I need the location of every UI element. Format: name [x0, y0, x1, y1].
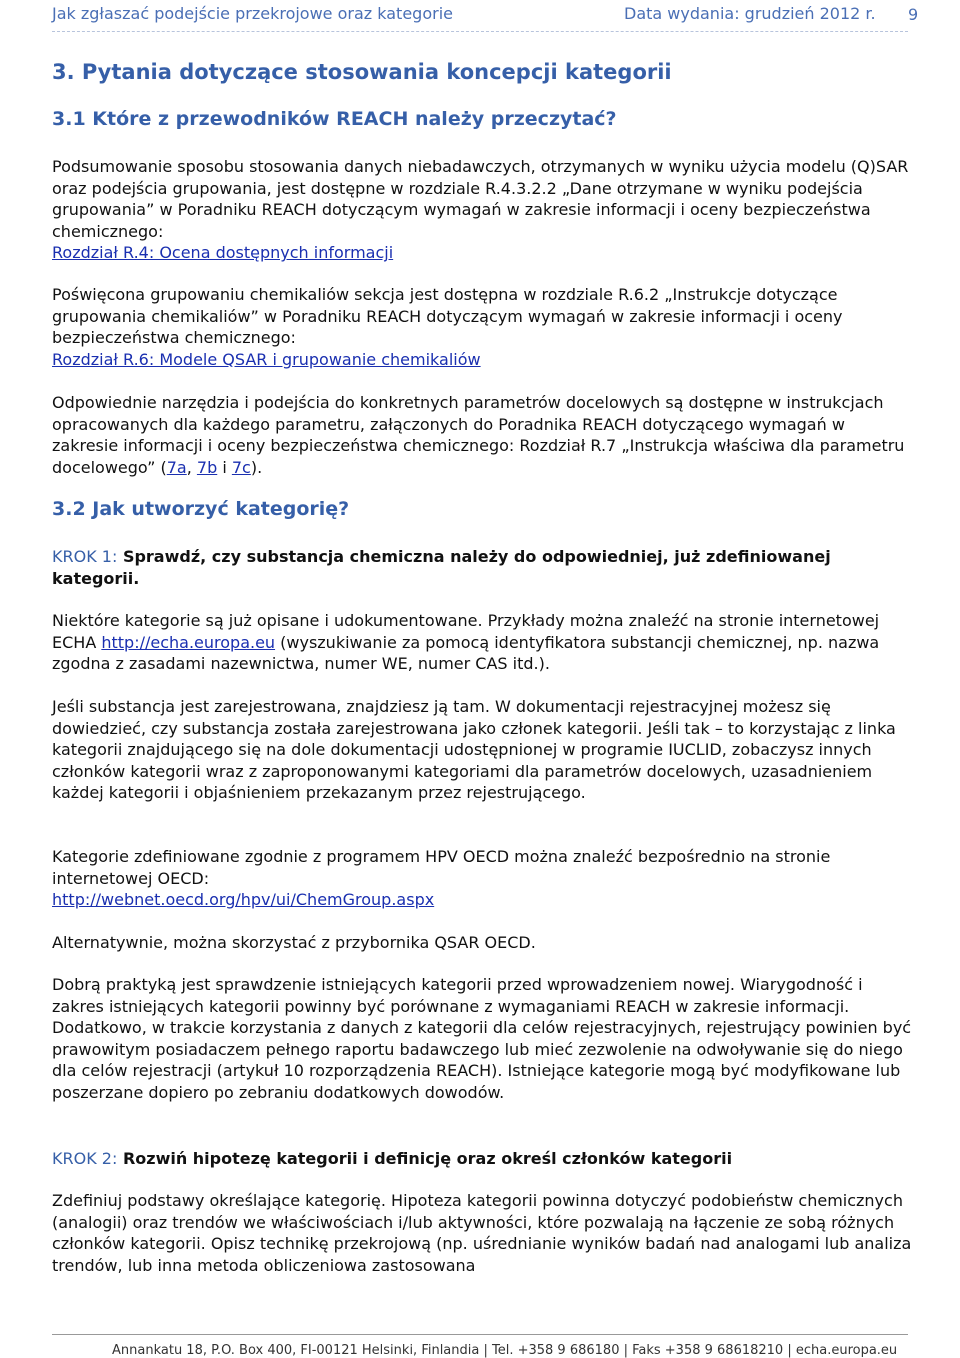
section-3-heading: 3. Pytania dotyczące stosowania koncepcji kategorii — [52, 60, 672, 84]
paragraph-text: Niektóre kategorie są już opisane i udokumentowane. Przykłady można znaleźć na stronie internetowej ECHA — [52, 611, 880, 652]
step-2-label: KROK 2: — [52, 1149, 118, 1168]
paragraph-text: Poświęcona grupowaniu chemikaliów sekcja jest dostępna w rozdziale R.6.2 „Instrukcje dotyczące grupowania chemikaliów” w Poradniku REACH dotyczącym wymagań w zakresie informacji i oceny bezpieczeństwa chemicznego: — [52, 285, 843, 348]
link-chapter-7c[interactable]: 7c — [231, 457, 251, 477]
paragraph-good-practice: Dobrą praktyką jest sprawdzenie istniejących kategorii przed wprowadzeniem nowej. Wiarygodność i zakres istniejących kategorii powinny być porównane z wymaganiami REACH w zakresie informacji. Dodatkowo, w trakcie korzystania z danych z kategorii dla celów rejestracyjnych, rejestrujący powinien być prawowitym posiadaczem pełnego raportu badawczego lub mieć zezwolenie na odwoływanie się do niego dla celów rejestracji (artykuł 10 rozporządzenia REACH). Istniejące kategorie mogą być modyfikowane lub poszerzane dopiero po zebraniu dodatkowych dowodów. — [52, 975, 912, 1102]
step-1-text: Sprawdź, czy substancja chemiczna należy do odpowiedniej, już zdefiniowanej kategorii. — [52, 547, 831, 588]
paragraph-existing-categories — [52, 610, 912, 675]
paragraph-text: Kategorie zdefiniowane zgodnie z programem HPV OECD można znaleźć bezpośrednio na stronie internetowej OECD: — [52, 847, 831, 888]
step-2-text: Rozwiń hipotezę kategorii i definicję oraz określ członków kategorii — [122, 1149, 733, 1168]
link-chapter-r4[interactable]: Rozdział R.4: Ocena dostępnych informacji — [52, 243, 394, 263]
step-1-label: KROK 1: — [52, 547, 118, 566]
separator-text: , — [186, 457, 197, 477]
paragraph-oecd-categories — [52, 846, 912, 911]
paragraph-qsar-toolbox: Alternatywnie, można skorzystać z przybornika QSAR OECD. — [52, 933, 536, 952]
paragraph-registered-substance: Jeśli substancja jest zarejestrowana, znajdziesz ją tam. W dokumentacji rejestracyjnej możesz się dowiedzieć, czy substancja została zarejestrowana jako członek kategorii. Jeśli tak – to korzystając z linka kategorii znajdującego się na dole dokumentacji udostępnionej w programie IUCLID, zobaczysz innych członków kategorii wraz z zaproponowanymi kategoriami dla parametrów docelowych, uzasadnieniem każdej kategorii i objaśnieniem przekazanym przez rejestrującego. — [52, 697, 896, 803]
separator-text: i — [217, 457, 232, 477]
header-page-number: 9 — [908, 5, 919, 24]
paragraph-text: Podsumowanie sposobu stosowania danych niebadawczych, otrzymanych w wyniku użycia modelu (Q)SAR oraz podejścia grupowania, jest dostępne w rozdziale R.4.3.2.2 „Dane otrzymane w wyniku podejścia grupowania” w Poradniku REACH dotyczącym wymagań w zakresie informacji i oceny bezpieczeństwa chemicznego: — [52, 157, 909, 241]
step-1 — [52, 546, 912, 589]
closing-text: ). — [250, 457, 263, 477]
step-2 — [52, 1148, 912, 1170]
paragraph-tools-approaches — [52, 392, 912, 478]
paragraph-text: Odpowiednie narzędzia i podejścia do konkretnych parametrów docelowych są dostępne w instrukcjach opracowanych dla każdego parametru, załączonych do Poradnika REACH dotyczącego wymagań w zakresie informacji i oceny bezpieczeństwa chemicznego: Rozdział R.7 „Instrukcja właściwa dla parametru docelowego” ( — [52, 393, 905, 477]
link-echa-website[interactable]: http://echa.europa.eu — [101, 632, 276, 652]
footer-divider — [52, 1334, 908, 1335]
header-divider — [52, 31, 908, 32]
page-header — [52, 4, 952, 26]
paragraph-qsar-summary — [52, 156, 912, 264]
page-footer: Annankatu 18, P.O. Box 400, FI-00121 Helsinki, Finlandia | Tel. +358 9 686180 | Faks +358 9 68618210 | echa.europa.eu — [112, 1343, 898, 1358]
header-document-title: Jak zgłaszać podejście przekrojowe oraz kategorie — [52, 4, 453, 23]
link-chapter-7a[interactable]: 7a — [166, 457, 187, 477]
section-3-1-heading: 3.1 Które z przewodników REACH należy przeczytać? — [52, 108, 617, 130]
paragraph-define-category: Zdefiniuj podstawy określające kategorię. Hipoteza kategorii powinna dotyczyć podobieństw chemicznych (analogii) oraz trendów we właściwościach i/lub aktywności, które pozwalają na łączenie ze sobą różnych członków kategorii. Opisz technikę przekrojową (np. uśrednianie wyników badań nad analogami lub analiza trendów, lub inna metoda obliczeniowa zastosowana — [52, 1191, 912, 1275]
section-3-2-heading: 3.2 Jak utworzyć kategorię? — [52, 498, 350, 520]
link-oecd-chemgroup[interactable]: http://webnet.oecd.org/hpv/ui/ChemGroup.aspx — [52, 890, 435, 910]
paragraph-text: (wyszukiwanie za pomocą identyfikatora substancji chemicznej, np. nazwa zgodna z zasadami nazewnictwa, numer WE, numer CAS itd.). — [52, 632, 880, 674]
link-chapter-r6[interactable]: Rozdział R.6: Modele QSAR i grupowanie chemikaliów — [52, 349, 481, 369]
link-chapter-7b[interactable]: 7b — [196, 457, 218, 477]
paragraph-grouping-section — [52, 284, 912, 370]
header-release-date: Data wydania: grudzień 2012 r. — [624, 4, 876, 23]
